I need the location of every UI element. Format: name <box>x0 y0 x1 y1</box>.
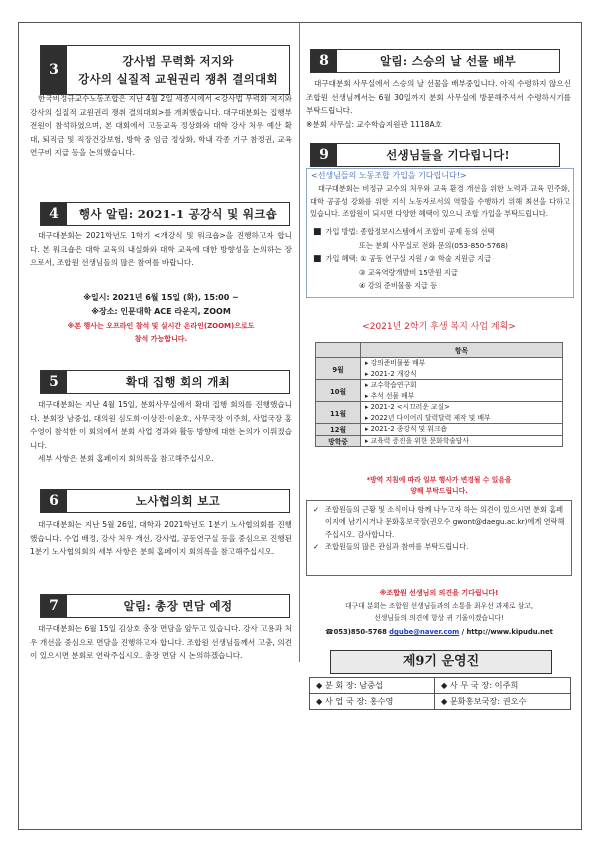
plan-month: 10월 <box>316 380 361 402</box>
section-9-title: 선생님들을 기다립니다! <box>386 148 510 162</box>
feedback-box <box>306 500 572 576</box>
arrow-icon: ▸ <box>365 359 371 367</box>
plan-note-2: 양해 부탁드립니다. <box>410 487 468 495</box>
section-4-number: 4 <box>41 203 67 225</box>
column-divider <box>299 22 300 662</box>
plan-item: ▸ 교육력 증진을 위한 문화학술답사 <box>365 436 469 445</box>
plan-items <box>361 424 563 436</box>
section-4-body: 대구대분회는 2021학년도 1학기 <개강식 및 워크숍>을 진행하고자 합니다. 본 워크숍은 대학 교육의 내실화와 대학 교육에 대한 방향성을 논의하는 장으로서, 조합원 선생님들의 많은 참여를 바랍니다. <box>30 231 292 268</box>
arrow-icon: ▸ <box>365 403 371 411</box>
welfare-plan-table <box>315 342 563 447</box>
section-7-title: 알림: 총장 면담 예정 <box>123 599 233 613</box>
section-3-header <box>40 45 290 95</box>
plan-item: ▸ 추석 선물 배부 <box>365 391 415 400</box>
plan-items <box>361 380 563 402</box>
event-note-2: 참석 가능합니다. <box>134 335 188 343</box>
bullet-icon: ◆ <box>440 696 450 706</box>
plan-row <box>316 435 563 447</box>
plan-month: 11월 <box>316 402 361 424</box>
plan-row <box>316 424 563 436</box>
join-body: 대구대분회는 비정규 교수의 처우와 교육 환경 개선을 위한 노력과 교육 민주화, 대학 공공성 강화를 위한 지식 노동자로서의 역할을 수행하기 위해 최선을 다하고 있습니다. 조합원이 되시면 다양한 혜택이 있으니 조합 가입을 부탁드립니다. <box>310 184 570 219</box>
section-5-body: 대구대분회는 지난 4월 15일, 분회사무실에서 확대 집행 회의를 진행했습니다. 분회장 남중섭, 대의원 심도희·이상진·이윤호, 사무국장 이주희, 사업국장 홍수영이 참석한 이 회의에서 분회 사업 경과와 활동 방향에 대한 논의가 이뤄졌습니다. <box>30 400 292 450</box>
section-3-body: 한국비정규교수노동조합은 지난 4월 2일 세종시에서 <강사법 무력화 저지와 강사의 실질적 교원권리 쟁취 결의대회>를 개최했습니다. 대구대분회는 집행부 전원이 참석하였으며, 본 대회에서 고등교육 정상화와 대학 강사 처우 예산 확대, 퇴직금 및 직장건강보험, 방학 중 임금 정상화, 학내 각종 기구 참정권, 교육 연구비 지급 등을 논의했습니다. <box>30 94 292 158</box>
arrow-icon: ▸ <box>365 413 371 422</box>
section-5-title: 확대 집행 회의 개최 <box>125 375 231 389</box>
section-3-title: 강사법 무력화 저지와 강사의 실질적 교원권리 쟁취 결의대회 <box>78 54 278 86</box>
check-icon: ✓ <box>313 542 320 552</box>
section-6-header <box>40 489 290 513</box>
section-5-number: 5 <box>41 371 67 393</box>
plan-item: ▸ 2021-2 <시끄러운 교실> <box>365 403 450 411</box>
plan-items <box>361 402 563 424</box>
join-benefit-3: ③ 교육역량개발비 15만원 지급 <box>359 267 458 277</box>
section-9-header <box>310 143 560 167</box>
join-box <box>306 168 574 298</box>
section-8-number: 8 <box>311 50 337 72</box>
plan-item: ▸ 2022년 다이어리 달력달력 제작 및 배부 <box>365 413 491 422</box>
event-place: ※장소: 인문대학 ACE 라운지, ZOOM <box>91 307 231 316</box>
office-location: ※분회 사무실: 교수학습지원관 1118A호 <box>306 120 443 129</box>
section-6-number: 6 <box>41 490 67 512</box>
event-date: ※일시: 2021년 6월 15일 (화), 15:00 ~ <box>83 293 239 302</box>
section-3-number: 3 <box>41 46 67 94</box>
join-list: ■ 가입 방법: 종합정보시스템에서 조합비 공제 동의 선택 또는 분회 사무실로 전화 문의(053-850-5768) ■ 가입 혜택: ① 공동 연구실 지원 / ② 학술 지원금 지급 ③ 교육역량개발비 15만원 지급 ④ 강의 준비물품 지급 등 <box>307 225 573 292</box>
plan-title: <2021년 2학기 후생 복지 사업 계획> <box>362 322 516 332</box>
section-7-number: 7 <box>41 595 67 617</box>
join-subtitle: <선생님들의 노동조합 가입을 기다립니다!> <box>311 171 467 180</box>
footer-contact <box>306 626 572 639</box>
staff-row: ◆ 분 회 장: 남중섭 ◆ 사 무 국 장: 이주희 <box>310 678 571 694</box>
plan-header-items: 항목 <box>361 343 563 358</box>
section-8-title: 알림: 스승의 날 선물 배부 <box>380 54 516 68</box>
arrow-icon: ▸ <box>365 381 371 389</box>
bullet-icon: ◆ <box>440 680 450 690</box>
section-7-header <box>40 594 290 618</box>
phone-number: ☎053)850-5768 <box>325 628 387 636</box>
arrow-icon: ▸ <box>365 369 371 378</box>
section-5-body-2: 세부 사항은 분회 홈페이지 회의록을 참고해주십시오. <box>38 454 214 463</box>
arrow-icon: ▸ <box>365 436 371 445</box>
footer-line-1: 대구대 분회는 조합원 선생님들과의 소통을 최우선 과제로 삼고, <box>345 602 533 610</box>
arrow-icon: ▸ <box>365 425 371 433</box>
plan-items <box>361 435 563 447</box>
feedback-item: ✓ 조합원들의 근황 및 소식이나 함께 나누고자 하는 의견이 있으시면 분회 홈페이지에 남기시거나 문화홍보국장(권오수 gwont@daegu.ac.kr)에게 연락해 주십시오. 감사합니다. <box>313 504 565 541</box>
arrow-icon: ▸ <box>365 391 371 400</box>
join-method: 가입 방법: 종합정보시스템에서 조합비 공제 동의 선택 <box>325 226 495 236</box>
section-8-header <box>310 49 560 73</box>
plan-month: 9월 <box>316 358 361 380</box>
email-link[interactable]: dgube@naver.com <box>389 628 460 636</box>
section-7-body: 대구대분회는 6월 15일 김상호 총장 면담을 앞두고 있습니다. 강사 고용과 처우 개선을 중심으로 면담을 진행하고자 합니다. 조합원 선생님들께서 고충, 의견이 있으시면 분회로 연락주십시오. 총장 면담 시 논의하겠습니다. <box>30 624 292 661</box>
plan-month: 방학중 <box>316 435 361 447</box>
plan-note-1: *방역 지침에 따라 일부 행사가 변경될 수 있음을 <box>366 476 512 484</box>
plan-item: ▸ 2021-2 개강식 <box>365 369 417 378</box>
plan-header-month <box>316 343 361 358</box>
bullet-icon: ◆ <box>316 680 325 690</box>
section-4-header <box>40 202 290 226</box>
section-9-number: 9 <box>311 144 337 166</box>
staff-table <box>309 677 571 710</box>
plan-item: ▸ 2021-2 종강식 및 워크숍 <box>365 425 448 433</box>
plan-items <box>361 358 563 380</box>
section-4-title: 행사 알림: 2021-1 공강식 및 워크숍 <box>78 207 278 221</box>
staff-title: 제9기 운영진 <box>330 650 552 674</box>
join-benefit-4: ④ 강의 준비물품 지급 등 <box>359 280 438 290</box>
join-benefit: 가입 혜택: ① 공동 연구실 지원 / ② 학술 지원금 지급 <box>325 253 492 263</box>
section-6-title: 노사협의회 보고 <box>135 494 221 508</box>
bullet-icon: ◆ <box>316 696 325 706</box>
plan-item: ▸ 교수학습연구회 <box>365 381 417 389</box>
feedback-item: ✓ 조합원들의 많은 관심과 참여를 부탁드립니다. <box>313 541 565 553</box>
plan-month: 12월 <box>316 424 361 436</box>
section-5-header <box>40 370 290 394</box>
section-8-body: 대구대분회 사무실에서 스승의 날 선물을 배부중입니다. 아직 수령하지 않으신 조합원 선생님께서는 6월 30일까지 분회 사무실에 방문해주셔서 수령하시기를 부탁드립니다. <box>306 79 571 116</box>
event-note-1: ※본 행사는 오프라인 참석 및 실시간 온라인(ZOOM)으로도 <box>67 322 255 330</box>
footer-wait: ※조합원 선생님의 의견을 기다립니다! <box>379 589 499 597</box>
plan-item: ▸ 강의준비물품 배부 <box>365 359 426 367</box>
check-icon: ✓ <box>313 505 320 514</box>
homepage-link[interactable]: / http://www.kipudu.net <box>461 628 553 636</box>
section-6-body: 대구대분회는 지난 5월 26일, 대학과 2021학년도 1분기 노사협의회를 진행했습니다. 수업 배정, 강사 처우 개선, 강사법, 공동연구실 등을 중심으로 진행된 1분기 노사협의회의 세부 사항은 분회 홈페이지 회의록을 참고해주십시오. <box>30 520 292 557</box>
staff-row: ◆ 사 업 국 장: 홍수영 ◆ 문화홍보국장: 권오수 <box>310 694 571 710</box>
plan-row <box>316 402 563 424</box>
plan-row <box>316 380 563 402</box>
plan-row <box>316 358 563 380</box>
join-method-alt: 또는 분회 사무실로 전화 문의(053-850-5768) <box>359 240 508 250</box>
footer-line-2: 선생님들의 의견에 항상 귀 기울이겠습니다! <box>374 614 504 622</box>
